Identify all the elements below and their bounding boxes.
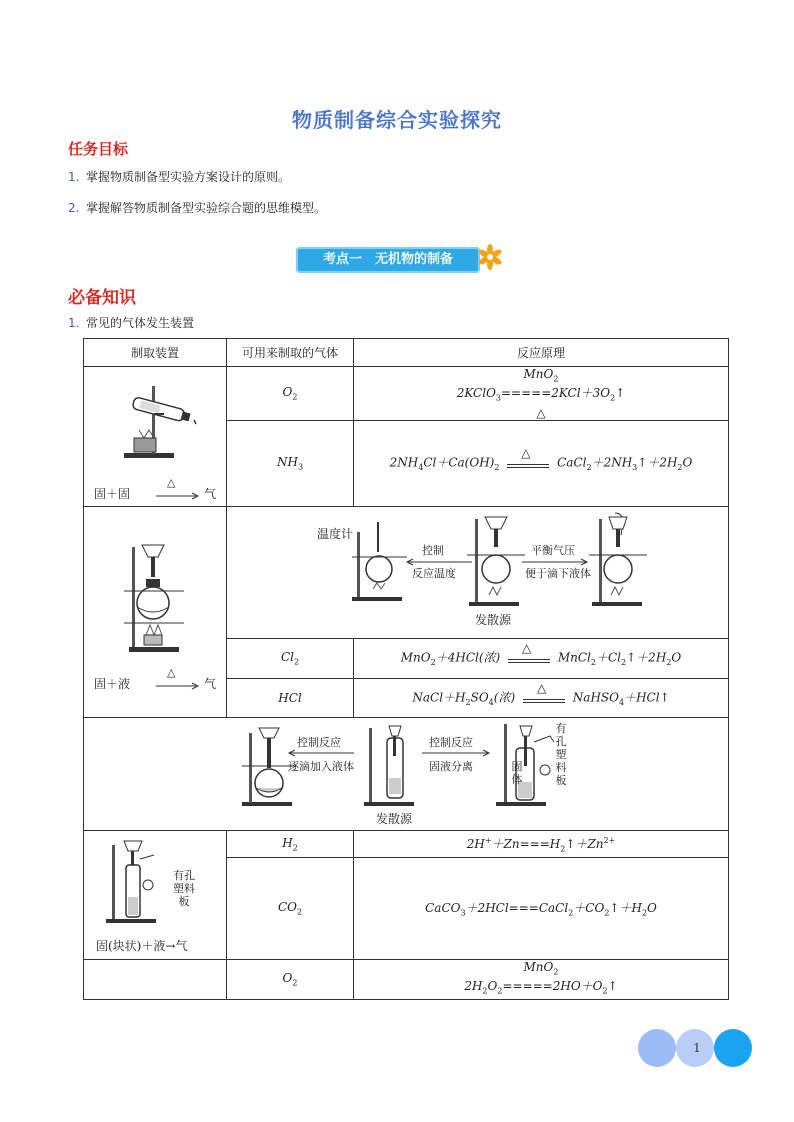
heat-symbol: △ — [167, 665, 176, 679]
thermometer-label: 温度计 — [317, 526, 354, 541]
eq-right: CaCl — [557, 455, 587, 470]
eq-b: ＋Zn===H — [491, 836, 561, 851]
catalyst: MnO — [523, 959, 554, 974]
device-cell-block-solid-liquid — [84, 830, 227, 959]
topic-badge-label: 考点一 无机物的制备 — [296, 247, 480, 273]
topic-badge — [296, 245, 506, 275]
control-label-2: 反应温度 — [412, 566, 456, 580]
page-circle-left — [638, 1029, 676, 1067]
eq-sign: ===== — [501, 386, 552, 401]
eq-right4: O — [671, 650, 682, 665]
heat-equals-sign — [504, 641, 554, 669]
heat-symbol: △ — [521, 446, 531, 461]
plate-label: 有孔塑料板 — [555, 721, 567, 787]
eq-right3: ↑＋2H — [637, 455, 678, 470]
eq-e: ↑ — [607, 979, 618, 994]
eq-left: 2NH — [389, 455, 419, 470]
eq-mid: ＋4HCl(浓) — [435, 650, 501, 665]
gas-o2: $O_2$ — [227, 367, 354, 421]
gas-text: O — [282, 385, 293, 400]
gas-apparatus-table — [83, 338, 729, 1000]
device-label-right: 气 — [204, 676, 217, 691]
eq-left: MnO — [400, 650, 431, 665]
section-item-1 — [68, 314, 194, 331]
block-solid-apparatus-figure — [84, 831, 227, 931]
goal-item-2 — [68, 199, 326, 216]
label-left: 固＋固 — [94, 486, 131, 501]
source-label: 发散源 — [376, 811, 413, 826]
goal-text: 掌握解答物质制备型实验综合题的思维模型。 — [86, 201, 327, 215]
page-number: 1 — [693, 1041, 701, 1055]
gas-text: HCl — [278, 690, 302, 705]
device-cell-solid-solid — [84, 367, 227, 507]
gas-text: Cl — [280, 650, 294, 665]
eq-d: O＋O — [570, 979, 603, 994]
flower-icon — [476, 243, 504, 271]
eq-up: ↑ — [615, 386, 626, 401]
gas-text: CO — [277, 900, 297, 915]
header-principle: 反应原理 — [354, 339, 729, 367]
device-cell-empty — [84, 959, 227, 999]
equation-hcl: $NaCl+H_2SO_4$(浓) △ NaHSO$_4$＋HCl↑ — [354, 678, 729, 717]
eq-c: ↑＋Zn — [565, 836, 604, 851]
heat-arrow-icon — [154, 484, 202, 500]
eq-d: ↑＋H — [609, 901, 642, 916]
solid-liquid-variants-figure-cell — [227, 506, 729, 638]
eq-e: O — [647, 901, 657, 916]
page-indicator — [638, 1029, 752, 1067]
table-row — [84, 830, 729, 857]
eq-right: MnCl — [557, 650, 591, 665]
control-label-b1: 控制反应 — [429, 735, 473, 749]
section-text: 常见的气体发生装置 — [86, 316, 195, 330]
eq-mid: Cl＋Ca(OH) — [423, 455, 495, 470]
section-num: 1. — [68, 316, 80, 330]
page-title: 物质制备综合实验探究 — [292, 108, 502, 132]
equation-o2: MnO$_2$ $2KClO_3=====2KCl+3O_2↑$ △ — [354, 367, 729, 421]
catalyst: MnO — [523, 367, 554, 381]
control-label-1: 控制 — [422, 543, 444, 557]
knowledge-heading: 必备知识 — [68, 288, 136, 308]
header-gas: 可用来制取的气体 — [227, 339, 354, 367]
gas-text: NH — [276, 455, 298, 470]
equation-h2o2: MnO$_2$ $2H_2O_2=====2HO+O_2↑$ — [354, 959, 729, 999]
equation-h2: $2H^++Zn===H_2↑+Zn^{2+}$ — [354, 830, 729, 857]
goal-num: 2. — [68, 201, 80, 215]
equation-co2: $CaCO_3+2HCl===CaCl_2+CO_2↑+H_2O$ — [354, 857, 729, 959]
goal-item-1 — [68, 168, 290, 185]
eq-a: 2H — [464, 979, 483, 994]
table-header-row — [84, 339, 729, 367]
gas-hcl — [227, 678, 354, 717]
table-row — [84, 717, 729, 830]
eq-a: CaCO — [425, 901, 461, 916]
eq-b: ＋2HCl===CaCl — [465, 901, 569, 916]
heat-symbol: △ — [536, 405, 546, 420]
eq-right4: O — [682, 455, 693, 470]
balance-label-2: 便于滴下液体 — [525, 566, 591, 580]
heat-symbol: △ — [167, 475, 176, 489]
eq-right: 2KCl＋3O — [551, 386, 611, 401]
eq-left: 2KClO — [456, 386, 496, 401]
eq-right2: ＋Cl — [596, 650, 622, 665]
heat-equals-sign — [503, 446, 553, 474]
gas-text: O — [282, 971, 293, 986]
goal-text: 掌握物质制备型实验方案设计的原则。 — [86, 170, 291, 184]
controlled-reaction-figure-cell — [84, 717, 729, 830]
gas-co2: $CO_2$ — [227, 857, 354, 959]
eq-c: ＋CO — [573, 901, 605, 916]
eq-c: =====2H — [502, 979, 571, 994]
gas-h2: $H_2$ — [227, 830, 354, 857]
device-label: 固(块状)＋液→气 — [96, 938, 188, 953]
solid-liquid-apparatus-figure — [84, 507, 227, 667]
eq-right3: ↑＋2H — [626, 650, 667, 665]
device-label-left: 固＋液 — [94, 676, 131, 691]
gas-cl2: $Cl_2$ — [227, 638, 354, 678]
device-label-right: 气 — [204, 486, 217, 501]
control-label-a1: 控制反应 — [297, 735, 341, 749]
eq-a: 2H — [466, 836, 485, 851]
equation-nh3: $2NH_4Cl+Ca(OH)_2$ △ $CaCl_2+2NH_3↑+2H_2O$ — [354, 420, 729, 506]
gas-o2: $O_2$ — [227, 959, 354, 999]
gas-text: H — [282, 835, 293, 850]
device-label — [94, 485, 130, 502]
eq-b: O — [487, 979, 498, 994]
control-label-b2: 固液分离 — [429, 759, 473, 773]
goals-heading: 任务目标 — [68, 140, 129, 158]
heat-arrow-icon — [154, 674, 202, 690]
heat-symbol: △ — [522, 641, 532, 656]
plate-label: 有孔塑料板 — [173, 868, 195, 908]
header-device: 制取装置 — [84, 339, 227, 367]
goal-num: 1. — [68, 170, 80, 184]
eq-mid2: (浓) — [493, 690, 516, 705]
table-row — [84, 367, 729, 421]
gas-nh3: $NH_3$ — [227, 420, 354, 506]
eq-right: NaHSO — [572, 690, 619, 705]
balance-label-1: 平衡气压 — [531, 543, 575, 557]
page-circle-right — [714, 1029, 752, 1067]
eq-mid: SO — [470, 690, 489, 705]
heat-equals-sign — [519, 680, 569, 709]
source-label: 发散源 — [475, 612, 512, 627]
device-cell-solid-liquid — [84, 506, 227, 717]
table-row — [84, 959, 729, 999]
eq-right2: ＋HCl↑ — [624, 690, 670, 705]
table-row — [84, 506, 729, 638]
solid-label: 固体 — [511, 759, 523, 786]
eq-right2: ＋2NH — [591, 455, 633, 470]
solid-solid-apparatus-figure — [84, 368, 227, 478]
eq-left: NaCl＋H — [412, 690, 466, 705]
heat-symbol: △ — [536, 680, 547, 695]
equation-cl2: MnO$_2$＋4HCl(浓) △ $MnCl_2+Cl_2↑+2H_2O$ — [354, 638, 729, 678]
control-label-a2: 逐滴加入液体 — [288, 759, 354, 773]
